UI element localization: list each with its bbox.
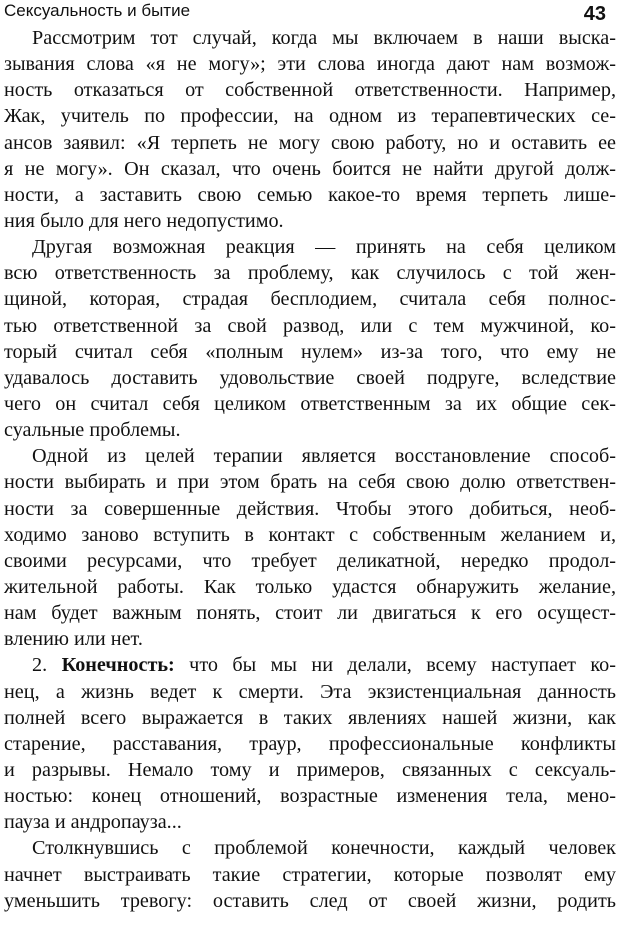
text-line: ности за совершенные действия. Чтобы этого добиться, необ-	[4, 497, 616, 520]
text-line: пауза и андропауза...	[4, 811, 182, 834]
list-number: 2.	[32, 654, 62, 677]
text-line: и разрывы. Немало тому и примеров, связанных с сексуаль-	[4, 758, 616, 781]
text-line: торый считал себя «полным нулем» из-за того, что ему не	[4, 340, 616, 363]
text-line: я не могу». Он сказал, что очень боится не найти другой долж-	[4, 157, 616, 180]
text-line: суальные проблемы.	[4, 419, 181, 442]
text-line: Рассмотрим тот случай, когда мы включаем в наши выска-	[32, 27, 616, 49]
text-fragment: что бы мы ни делали, всему наступает ко-	[174, 654, 617, 677]
text-line: всю ответственность за проблему, как случилось с той жен-	[4, 262, 616, 285]
text-line: жительной работы. Как только удастся обнаружить желание,	[4, 575, 616, 598]
text-line: нам будет важным понять, стоит ли двигаться к его осущест-	[4, 602, 616, 625]
text-line: ходимо заново вступить в контакт с собственным желанием и,	[4, 523, 616, 546]
paragraph-3	[4, 443, 616, 652]
text-line: Другая возможная реакция — принять на себя целиком	[32, 236, 616, 259]
page-number: 43	[583, 3, 606, 25]
text-line: полней всего выражается в таких явлениях нашей жизни, как	[4, 706, 616, 729]
text-line: щиной, которая, страдая бесплодием, считала себя полнос-	[4, 288, 616, 311]
text-line: тью ответственной за свой развод, или с тем мужчиной, ко-	[4, 314, 616, 337]
text-line: зывания слова «я не могу»; эти слова иногда дают нам возмож-	[4, 53, 616, 76]
text-line: влению или нет.	[4, 628, 143, 651]
paragraph-4	[4, 652, 616, 835]
text-line: Одной из целей терапии является восстановление способ-	[32, 445, 616, 468]
text-line: старение, расставания, траур, профессиональные конфликты	[4, 732, 616, 755]
text-line: ность отказаться от собственной ответственности. Например,	[4, 79, 616, 102]
text-line: ностью: конец отношений, возрастные изменения тела, мено-	[4, 785, 616, 808]
text-line: чего он считал себя целиком ответственным за их общие сек-	[4, 392, 616, 415]
text-line: ности выбирать и при этом брать на себя свою долю ответствен-	[4, 471, 616, 494]
text-line: своими ресурсами, что требует деликатной, нередко продол-	[4, 549, 616, 572]
term-finiteness: Конечность:	[61, 654, 175, 677]
paragraph-1	[4, 25, 616, 234]
text-line: Жак, учитель по профессии, на одном из терапевтических се-	[4, 105, 616, 128]
paragraph-5	[4, 835, 616, 913]
text-line: ансов заявил: «Я терпеть не могу свою работу, но и оставить ее	[4, 131, 616, 154]
text-line	[4, 652, 616, 678]
body-text	[4, 25, 616, 914]
text-line: начнет выстраивать такие стратегии, которые позволят ему	[4, 863, 616, 886]
text-line: ности, а заставить свою семью какое-то время терпеть лише-	[4, 183, 616, 206]
text-line: нец, а жизнь ведет к смерти. Эта экзистенциальная данность	[4, 680, 616, 703]
text-line: Столкнувшись с проблемой конечности, каждый человек	[32, 837, 616, 860]
paragraph-2	[4, 234, 616, 443]
running-title: Сексуальность и бытие	[4, 1, 191, 20]
text-line: уменьшить тревогу: оставить след от своей жизни, родить	[4, 889, 616, 912]
text-line: удавалось доставить удовольствие своей подруге, вследствие	[4, 366, 616, 389]
text-line: ния было для него недопустимо.	[4, 209, 284, 232]
